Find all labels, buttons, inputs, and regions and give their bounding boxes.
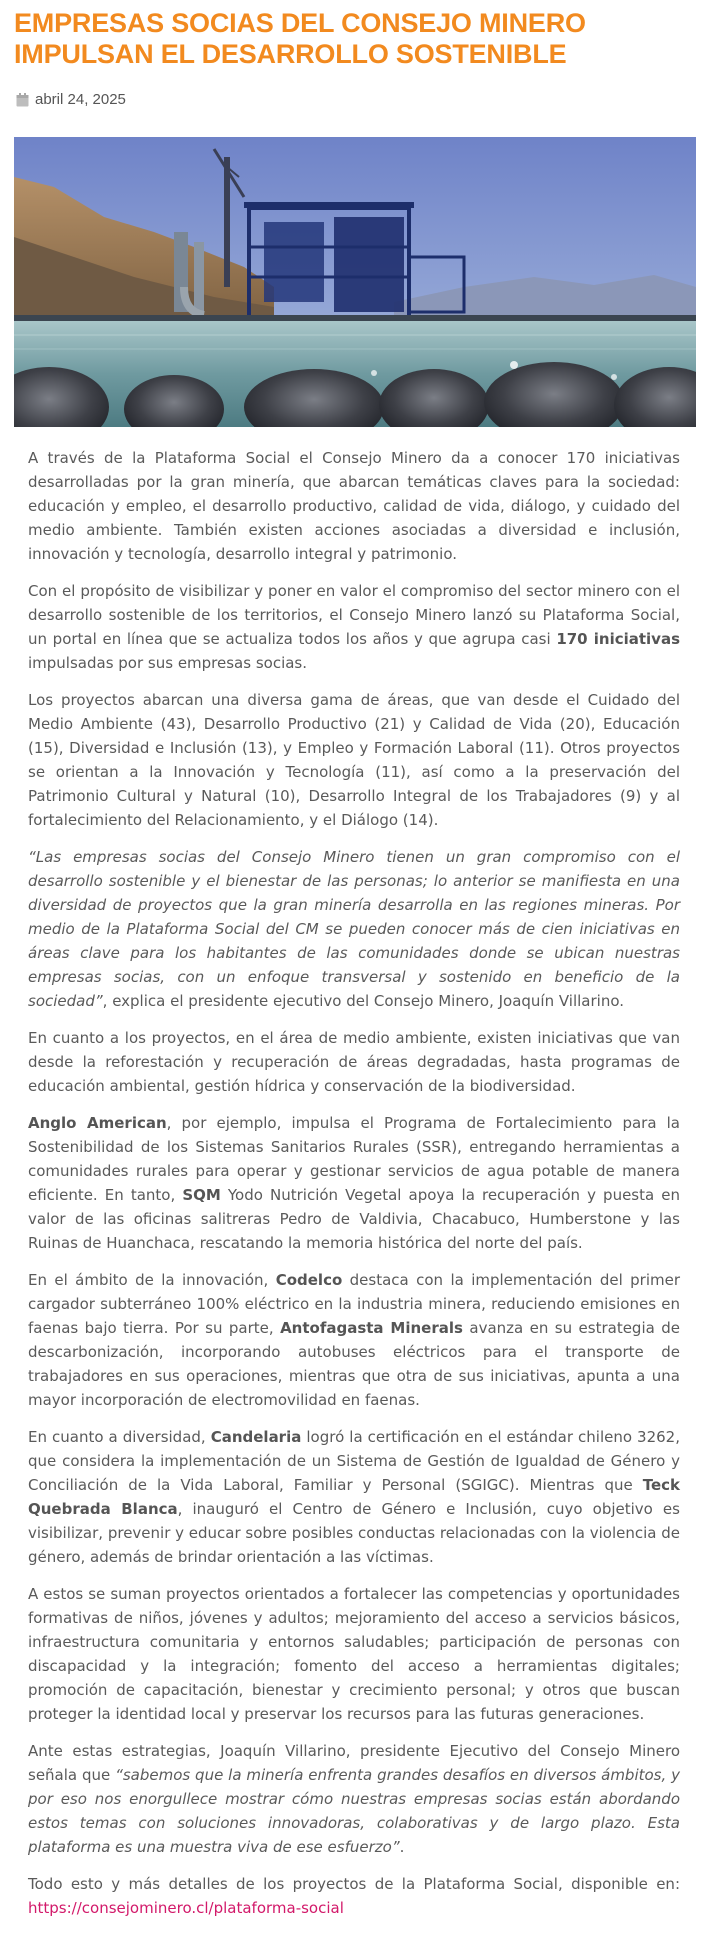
paragraph-anglo-sqm: Anglo American, por ejemplo, impulsa el Programa de Fortalecimiento para la Sostenibilidad de los Sistemas Sanitarios Rurales (SSR), entregando herramientas a comunidades rurales para operar y gestionar servicios de agua potable de manera eficiente. En tanto, SQM Yodo Nutrición Vegetal apoya la recuperación y puesta en valor de las oficinas salitreras Pedro de Valdivia, Chacabuco, Humberstone y las Ruinas de Huanchaca, rescatando la memoria histórica del norte del país. (28, 1114, 680, 1252)
paragraph-closing-quote: Ante estas estrategias, Joaquín Villarino, presidente Ejecutivo del Consejo Minero señala que “sabemos que la minería enfrenta grandes desafíos en diversos ámbitos, y por eso nos enorgullece mostrar cómo nuestras empresas socias están abordando estos temas con soluciones innovadoras, colaborativas y de largo plazo. Esta plataforma es una muestra viva de ese esfuerzo”. (28, 1742, 680, 1856)
paragraph-areas: Los proyectos abarcan una diversa gama de áreas, que van desde el Cuidado del Medio Ambiente (43), Desarrollo Productivo (21) y Calidad de Vida (20), Educación (15), Diversidad e Inclusión (13), y Empleo y Formación Laboral (11). Otros proyectos se orientan a la Innovación y Tecnología (11), así como a la preservación del Patrimonio Cultural y Natural (10), Desarrollo Integral de los Trabajadores (9) y al fortalecimiento del Relacionamiento, y el Diálogo (14). (28, 691, 680, 829)
company-codelco: Codelco (275, 1271, 343, 1289)
paragraph-other-projects: A estos se suman proyectos orientados a fortalecer las competencias y oportunidades formativas de niños, jóvenes y adultos; mejoramiento del acceso a servicios básicos, infraestructura comunitaria y entornos saludables; participación de personas con discapacidad y la integración; fomento del acceso a herramientas digitales; promoción de capacitación, bienestar y crecimiento personal; y otros que buscan proteger la identidad local y preservar los recursos para las futuras generaciones. (28, 1585, 680, 1723)
calendar-icon (16, 93, 29, 107)
closing-quote-text: “sabemos que la minería enfrenta grandes desafíos en diversos ámbitos, y por eso nos enorgullece mostrar cómo nuestras empresas socias están abordando estos temas con soluciones innovadoras, colaborativas y de largo plazo. Esta plataforma es una muestra viva de ese esfuerzo” (28, 1766, 680, 1856)
paragraph-more-info: Todo esto y más detalles de los proyectos de la Plataforma Social, disponible en: https://consejominero.cl/plataforma-social (28, 1875, 680, 1917)
company-teck-quebrada-blanca: Teck Quebrada Blanca (28, 1476, 680, 1518)
company-candelaria: Candelaria (210, 1428, 302, 1446)
paragraph-diversity: En cuanto a diversidad, Candelaria logró la certificación en el estándar chileno 3262, que considera la implementación de un Sistema de Gestión de Igualdad de Género y Conciliación de la Vida Laboral, Familiar y Personal (SGIGC). Mientras que Teck Quebrada Blanca, inauguró el Centro de Género e Inclusión, cuyo objetivo es visibilizar, prevenir y educar sobre posibles conductas relacionadas con la violencia de género, además de brindar orientación a las víctimas. (28, 1428, 680, 1566)
paragraph-quote-villarino: “Las empresas socias del Consejo Minero tienen un gran compromiso con el desarrollo sostenible y el bienestar de las personas; lo anterior se manifiesta en una diversidad de proyectos que la gran minería desarrolla en las regiones mineras. Por medio de la Plataforma Social del CM se pueden conocer más de cien iniciativas en áreas clave para los habitantes de las comunidades donde se ubican nuestras empresas socias, con un enfoque transversal y sostenido en beneficio de la sociedad”, explica el presidente ejecutivo del Consejo Minero, Joaquín Villarino. (28, 848, 680, 1010)
article-title: EMPRESAS SOCIAS DEL CONSEJO MINERO IMPULSAN EL DESARROLLO SOSTENIBLE (14, 8, 586, 69)
plataforma-social-link[interactable]: https://consejominero.cl/plataforma-social (28, 1899, 344, 1917)
company-antofagasta-minerals: Antofagasta Minerals (280, 1319, 463, 1337)
mining-plant-photo (14, 137, 696, 427)
publish-date (16, 91, 126, 108)
article-body (28, 446, 680, 1933)
quote-text: “Las empresas socias del Consejo Minero tienen un gran compromiso con el desarrollo sostenible y el bienestar de las personas; lo anterior se manifiesta en una diversidad de proyectos que la gran minería desarrolla en las regiones mineras. Por medio de la Plataforma Social del CM se pueden conocer más de cien iniciativas en áreas clave para los habitantes de las comunidades donde se ubican nuestras empresas socias, con un enfoque transversal y sostenido en beneficio de la sociedad” (28, 848, 680, 1010)
highlight-170-initiatives: 170 iniciativas (556, 630, 681, 648)
publish-date-text: abril 24, 2025 (35, 91, 126, 108)
paragraph-innovation: En el ámbito de la innovación, Codelco destaca con la implementación del primer cargador subterráneo 100% eléctrico en la industria minera, reduciendo emisiones en faenas bajo tierra. Por su parte, Antofagasta Minerals avanza en su estrategia de descarbonización, incorporando autobuses eléctricos para el transporte de trabajadores en sus operaciones, mientras que otra de sus iniciativas, apunta a una mayor incorporación de electromovilidad en faenas. (28, 1271, 680, 1409)
company-anglo-american: Anglo American (28, 1114, 167, 1132)
paragraph-environment: En cuanto a los proyectos, en el área de medio ambiente, existen iniciativas que van desde la reforestación y recuperación de áreas degradadas, hasta programas de educación ambiental, gestión hídrica y conservación de la biodiversidad. (28, 1029, 680, 1095)
company-sqm: SQM (182, 1186, 221, 1204)
paragraph-purpose: Con el propósito de visibilizar y poner en valor el compromiso del sector minero con el desarrollo sostenible de los territorios, el Consejo Minero lanzó su Plataforma Social, un portal en línea que se actualiza todos los años y que agrupa casi 170 iniciativas impulsadas por sus empresas socias. (28, 582, 681, 672)
paragraph-intro: A través de la Plataforma Social el Consejo Minero da a conocer 170 iniciativas desarrolladas por la gran minería, que abarcan temáticas claves para la sociedad: educación y empleo, el desarrollo productivo, calidad de vida, diálogo, y cuidado del medio ambiente. También existen acciones asociadas a diversidad e inclusión, innovación y tecnología, desarrollo integral y patrimonio. (28, 449, 680, 563)
